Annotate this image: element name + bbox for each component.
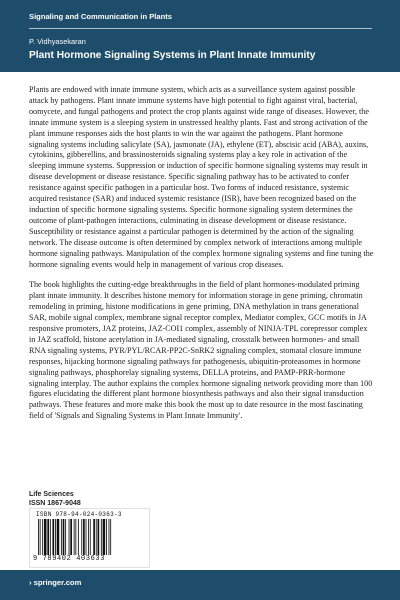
barcode-bar: [40, 519, 41, 555]
barcode-bar: [96, 519, 97, 555]
barcode-bar: [65, 519, 66, 555]
barcode-bar: [103, 519, 106, 555]
publisher-link[interactable]: › springer.com: [29, 578, 82, 587]
barcode-bar: [69, 519, 70, 555]
barcode-bar: [98, 519, 100, 555]
isbn-label: ISBN 978-94-024-0363-3: [36, 511, 122, 518]
barcode-bar: [81, 519, 82, 555]
barcode-bar: [93, 519, 95, 555]
book-title: Plant Hormone Signaling Systems in Plant Innate Immunity: [29, 50, 316, 61]
isbn-digits: 9 789402 403633: [33, 555, 106, 563]
barcode-bar: [106, 519, 107, 555]
author-name: P. Vidhyasekaran: [29, 37, 86, 46]
barcode-bar: [47, 519, 49, 555]
issn-label: ISSN 1867-9048: [29, 500, 81, 507]
barcode-bar: [70, 519, 72, 555]
barcode-bar: [42, 519, 43, 555]
barcode-bar: [101, 519, 102, 555]
barcode-bar: [90, 519, 91, 555]
barcode-bar: [110, 519, 111, 555]
barcode-bar: [86, 519, 87, 555]
barcode-bar: [61, 519, 62, 555]
barcode-bar: [44, 519, 47, 555]
barcode-bar: [55, 519, 56, 555]
footer-band: [0, 570, 400, 600]
blurb-paragraph-2: The book highlights the cutting-edge breakthroughs in the field of plant hormones-modulated priming plant innate immunity. It describes histone memory for information storage in gene priming, chromatin remodeling in priming, histone modifications in gene priming, DNA methylation in trans generational SAR, mobile signal complex, membrane signal receptor complex, Mediator complex, GCC motifs in JA responsive promoters, JAZ proteins, JAZ-COI1 complex, assembly of NINJA-TPL corepressor complex in JAZ scaffold, histone acetylation in JA-mediated signaling, crosstalk between hormones- and small RNA signaling systems, PYR/PYL/RCAR-PP2C-SnRK2 signaling complex, stomatal closure immune responses, hijacking hormone signaling pathways for pathogenesis, ubiquitin-proteasomes in hormone signaling pathways, phosphorelay signaling systems, DELLA proteins, and PAMP-PRR-hormone signaling interplay. The author explains the complex hormone signaling network providing more than 100 figures elucidating the different plant hormone biosynthesis pathways and also their signal transduction pathways. These features and more make this book the most up to date resource in the most fascinating field of 'Signals and Signaling Systems in Plant Innate Immunity'.: [29, 280, 373, 421]
header-divider: [29, 28, 372, 29]
isbn-barcode: [29, 508, 150, 568]
barcode-bar: [74, 519, 75, 555]
barcode-bars: [38, 519, 142, 555]
barcode-bar: [38, 519, 39, 555]
barcode-bar: [52, 519, 54, 555]
barcode-bar: [50, 519, 51, 555]
blurb: [29, 85, 374, 432]
barcode-bar: [109, 519, 110, 555]
subject-label: Life Sciences: [29, 491, 74, 498]
barcode-bar: [63, 519, 65, 555]
barcode-bar: [57, 519, 60, 555]
header-band: [0, 0, 400, 72]
barcode-bar: [88, 519, 89, 555]
barcode-bar: [78, 519, 79, 555]
barcode-bar: [83, 519, 85, 555]
blurb-paragraph-1: Plants are endowed with innate immune system, which acts as a surveillance system against possible attack by pathogens. Plant innate immune systems have high potential to fight against viral, bacterial, oomycete, and fungal pathogens and protect the crop plants against wide range of diseases. However, the innate immune system is a sleeping system in unstressed healthy plants. Fast and strong activation of the plant immune responses aids the host plants to win the war against the pathogens. Plant hormone signaling systems including salicylate (SA), jasmonate (JA), ethylene (ET), abscisic acid (ABA), auxins, cytokinins, gibberellins, and brassinosteroids signaling systems play a key role in activation of the sleeping immune systems. Suppression or induction of specific hormone signaling systems may result in disease development or disease resistance. Specific signaling pathway has to be activated to confer resistance against specific pathogen in a particular host. Two forms of induced resistance, systemic acquired resistance (SAR) and induced systemic resistance (ISR), have been recognized based on the induction of specific hormone signaling systems. Specific hormone signaling system determines the outcome of plant-pathogen interactions, culminating in disease development or disease resistance. Susceptibility or resistance against a particular pathogen is determined by the action of the signaling network. The disease outcome is often determined by complex network of interactions among multiple hormone signaling pathways. Manipulation of the complex hormone signaling systems and fine tuning the hormone signaling events would help in management of various crop diseases.: [29, 85, 374, 269]
series-name: Signaling and Communication in Plants: [29, 12, 173, 21]
barcode-bar: [75, 519, 76, 555]
book-meta: [29, 490, 81, 508]
